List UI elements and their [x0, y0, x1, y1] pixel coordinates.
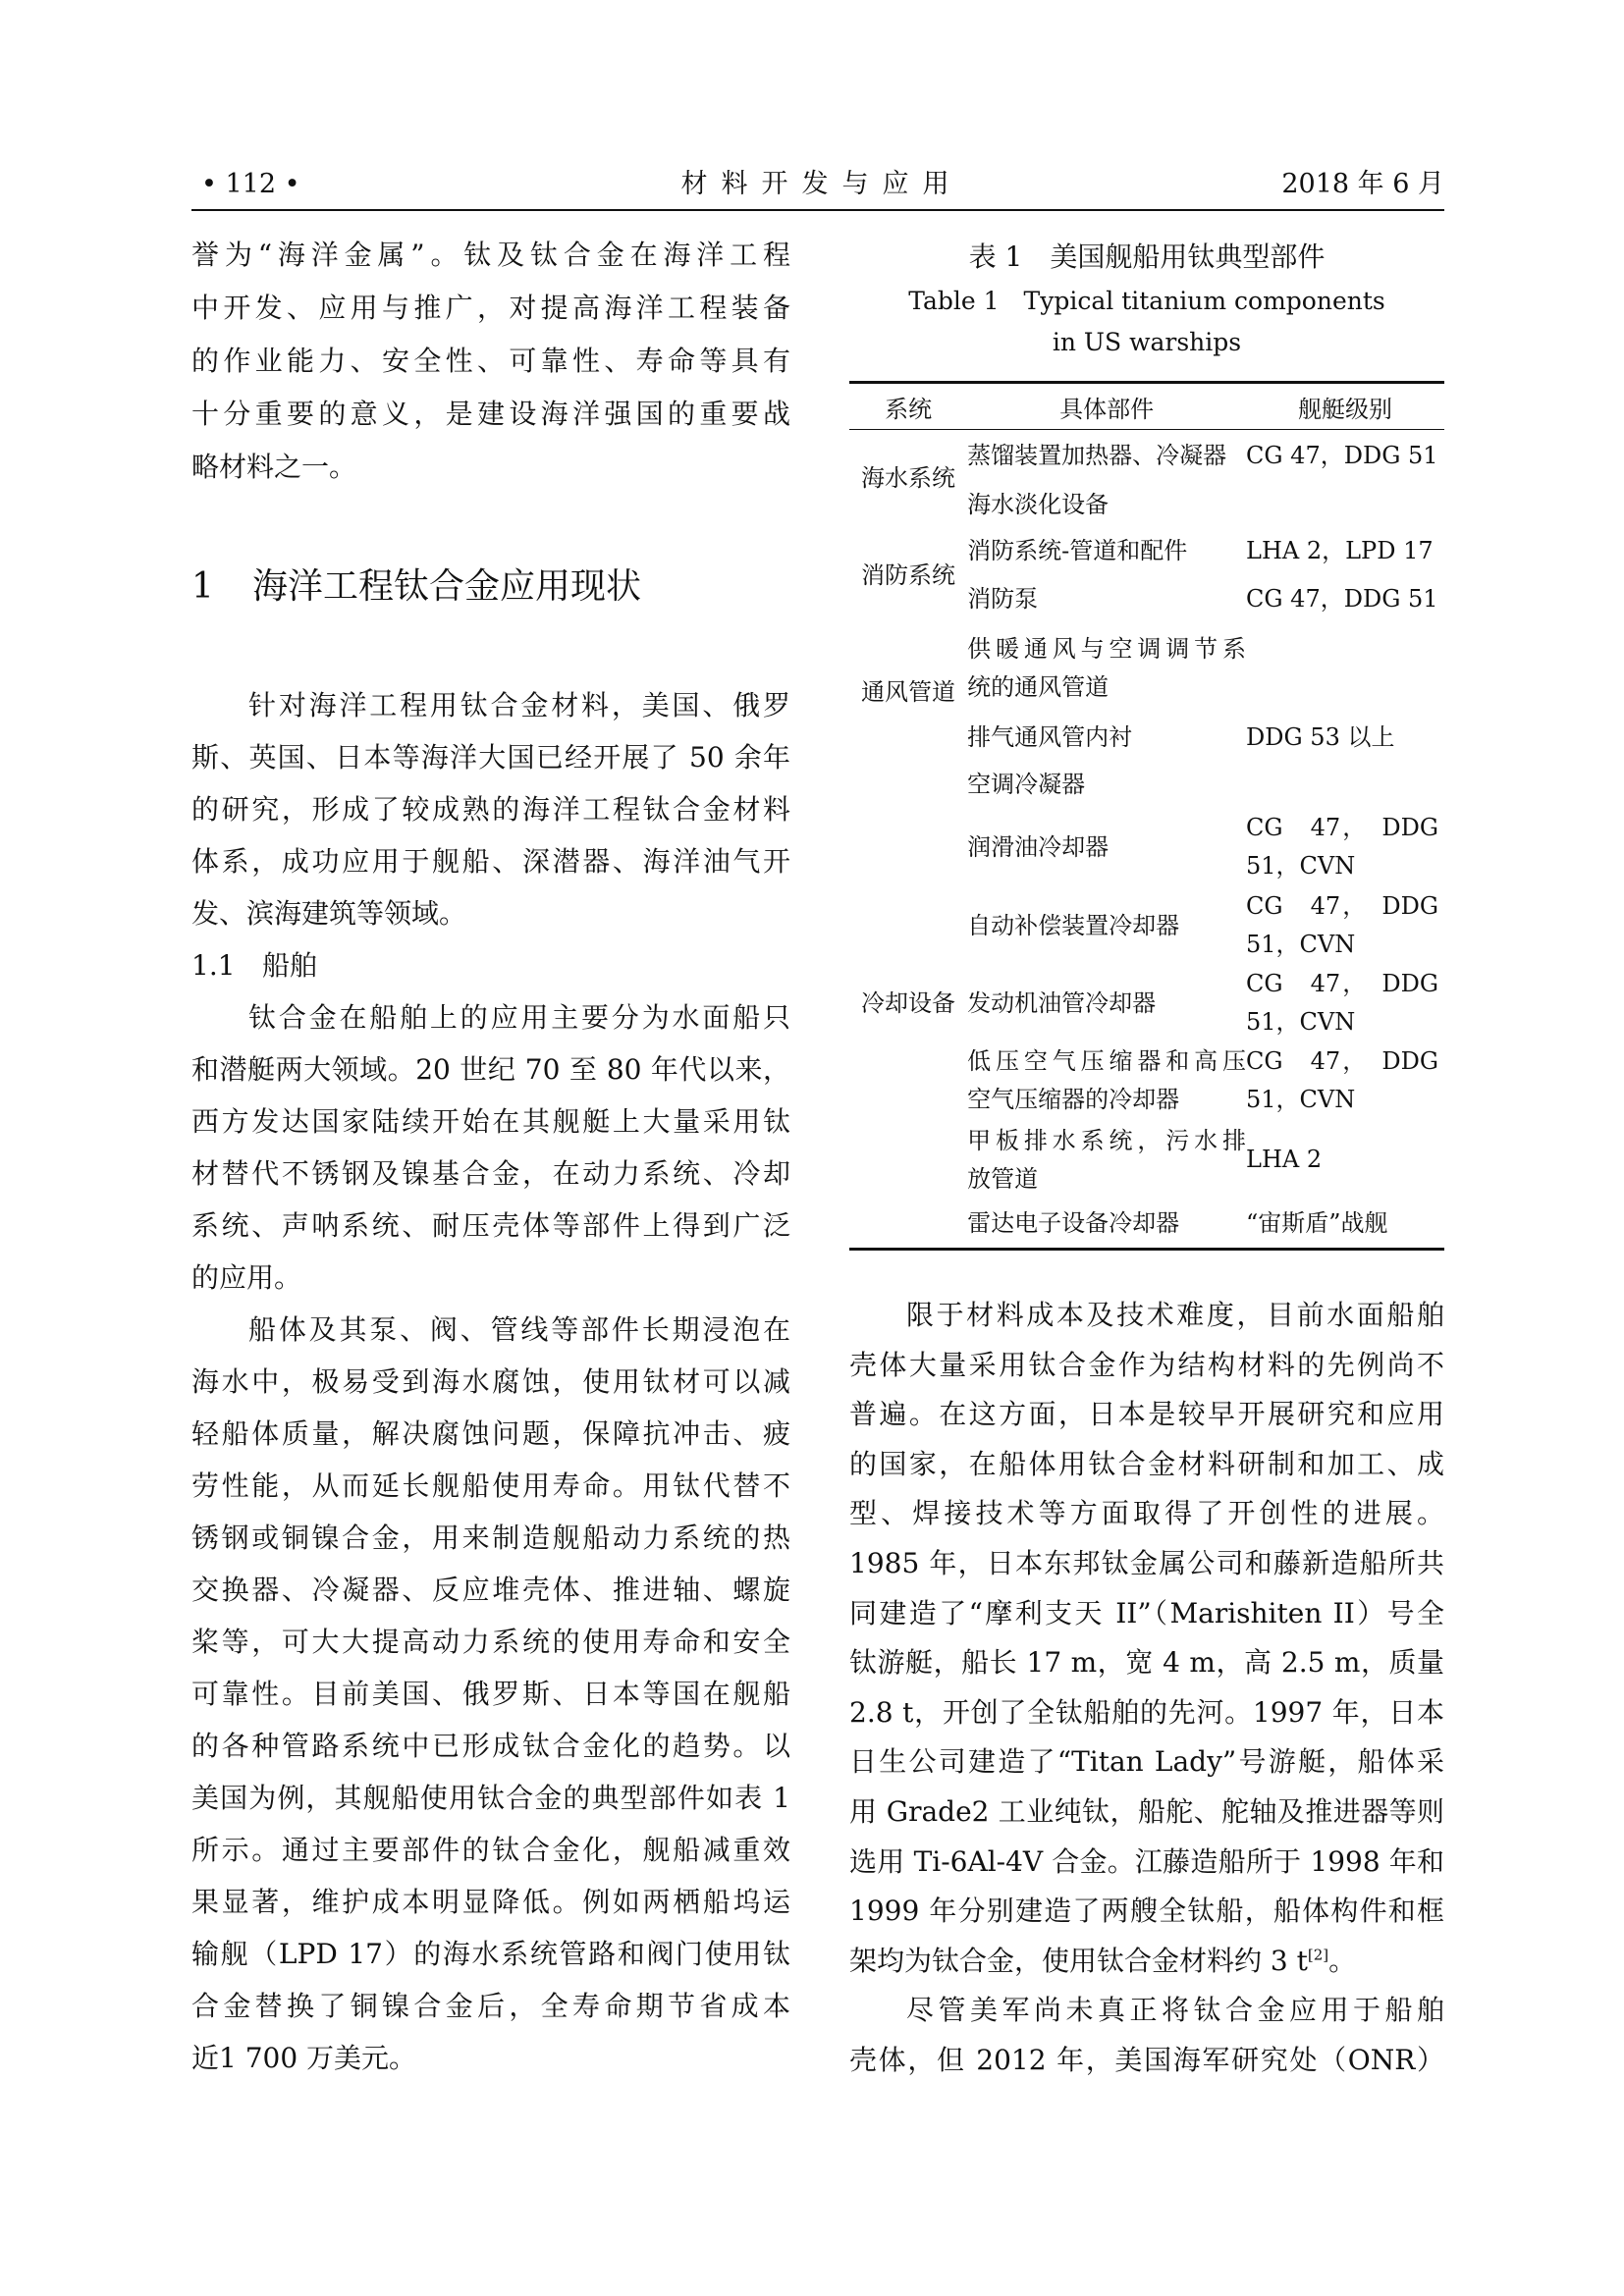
ship-class-cell: [1246, 714, 1444, 762]
system-cell: [849, 1201, 967, 1250]
text-line: 限于材料成本及技术难度，目前水面船舶: [906, 1299, 1444, 1331]
section-title: 海洋工程钛合金应用现状: [252, 566, 642, 607]
component-cell: [967, 575, 1246, 624]
component-line: 空气压缩器的冷却器: [967, 1086, 1180, 1113]
ship-class-line: 51，CVN: [1246, 1008, 1356, 1036]
ship-class-line: 51，CVN: [1246, 931, 1356, 958]
text-line: 1985 年，日本东邦钛金属公司和藤新造船所共: [849, 1546, 1444, 1579]
component-line: 空调冷凝器: [967, 770, 1086, 798]
ship-class-cell: [1246, 575, 1444, 624]
table-row: [849, 762, 1444, 808]
ship-class-cell: [1246, 1120, 1444, 1201]
table-row: [849, 430, 1444, 482]
component-cell: [967, 1120, 1246, 1201]
component-cell: [967, 1042, 1246, 1120]
component-line: 放管道: [967, 1164, 1039, 1193]
table-row: [849, 624, 1444, 714]
system-cell: 冷却设备: [861, 989, 955, 1017]
paragraph: [849, 1291, 1444, 1986]
component-line: 润滑油冷却器: [967, 832, 1110, 861]
text-line: 材替代不锈钢及镍基合金，在动力系统、冷却: [191, 1157, 790, 1190]
ship-class-line: LHA 2，LPD 17: [1246, 537, 1434, 564]
text-line: 海水中，极易受到海水腐蚀，使用钛材可以减: [191, 1365, 790, 1398]
ship-class-line: “宙斯盾”战舰: [1246, 1209, 1388, 1238]
ship-class-cell: [1246, 965, 1444, 1042]
ship-class-line: LHA 2: [1246, 1146, 1323, 1173]
text-line: 壳体，但 2012 年，美国海军研究处（ONR）: [849, 2043, 1444, 2076]
component-line: 消防系统-管道和配件: [967, 537, 1188, 564]
subsection-number: 1.1: [191, 949, 236, 982]
text-segment: 。: [1328, 1944, 1357, 1977]
text-line: 可靠性。目前美国、俄罗斯、日本等国在舰船: [191, 1678, 790, 1710]
text-line: [849, 1937, 1444, 1987]
component-cell: [967, 430, 1246, 482]
text-line: 用 Grade2 工业纯钛，船舵、舵轴及推进器等则: [849, 1794, 1444, 1828]
table-caption-en-cont: in US warships: [1052, 328, 1242, 356]
text-line: 合金替换了铜镍合金后，全寿命期节省成本: [191, 1990, 790, 2022]
ship-class-cell: [1246, 482, 1444, 528]
table-caption-en: Table 1 Typical titanium components: [908, 287, 1385, 315]
text-line: 的国家，在船体用钛合金材料研制和加工、成: [849, 1447, 1444, 1480]
component-cell: [967, 528, 1246, 575]
text-line: 的研究，形成了较成熟的海洋工程钛合金材料: [191, 793, 790, 826]
ship-class-line: CG 47， DDG: [1246, 892, 1438, 920]
citation-ref: [2]: [1307, 1946, 1329, 1964]
text-line: 和潜艇两大领域。20 世纪 70 至 80 年代以来，: [191, 1053, 790, 1086]
text-line: 发、滨海建筑等领域。: [191, 897, 467, 930]
text-line: 2.8 t，开创了全钛船舶的先河。1997 年，日本: [849, 1695, 1444, 1729]
titanium-components-table: [849, 381, 1444, 1251]
system-cell: 通风管道: [861, 678, 955, 706]
component-line: 海水淡化设备: [967, 490, 1110, 518]
ship-class-line: DDG 53 以上: [1246, 722, 1395, 751]
table-row: [849, 1201, 1444, 1250]
text-line: 系统、声呐系统、耐压壳体等部件上得到广泛: [191, 1209, 790, 1242]
text-line: 输舰（LPD 17）的海水系统管路和阀门使用钛: [191, 1938, 790, 1970]
text-line: 选用 Ti-6Al-4V 合金。江藤造船所于 1998 年和: [849, 1844, 1444, 1878]
ship-class-line: CG 47，DDG 51: [1246, 585, 1438, 613]
text-line: 普遍。在这方面，日本是较早开展研究和应用: [849, 1398, 1444, 1431]
left-column-body: [191, 679, 790, 2084]
text-line: 誉为“海洋金属”。钛及钛合金在海洋工程: [191, 239, 790, 271]
text-line: 果显著，维护成本明显降低。例如两栖船坞运: [191, 1886, 790, 1918]
text-line: 钛游艇，船长 17 m，宽 4 m，高 2.5 m，质量: [849, 1646, 1444, 1680]
text-line: 桨等，可大大提高动力系统的使用寿命和安全: [191, 1626, 790, 1658]
paragraph: [191, 991, 790, 1304]
text-line: 体系，成功应用于舰船、深潜器、海洋油气开: [191, 845, 790, 878]
ship-class-line: CG 47， DDG: [1246, 1047, 1438, 1075]
subsection-title: 船舶: [262, 949, 318, 982]
text-line: 船体及其泵、阀、管线等部件长期浸泡在: [248, 1313, 790, 1346]
intro-paragraph: [191, 229, 790, 494]
text-segment: 架均为钛合金，使用钛合金材料约 3 t: [849, 1944, 1308, 1977]
header-system: 系统: [885, 395, 933, 423]
paragraph: [849, 1986, 1444, 2085]
paragraph: [191, 679, 790, 939]
component-line: 排气通风管内衬: [967, 722, 1133, 751]
text-line: 同建造了“摩利支天 II”（Marishiten II）号全: [849, 1596, 1444, 1629]
section-heading: [191, 564, 641, 610]
text-line: 的作业能力、安全性、可靠性、寿命等具有: [191, 345, 790, 377]
ship-class-line: 51，CVN: [1246, 1086, 1356, 1113]
component-line: 消防泵: [967, 585, 1039, 613]
issue-date: 2018 年 6 月: [1281, 169, 1444, 199]
section-number: 1: [191, 566, 214, 607]
ship-class-line: CG 47， DDG: [1246, 814, 1438, 841]
component-line: 发动机油管冷却器: [967, 988, 1157, 1017]
text-line: 钛合金在船舶上的应用主要分为水面船只: [248, 1001, 790, 1034]
text-line: 中开发、应用与推广，对提高海洋工程装备: [191, 292, 790, 324]
text-line: 壳体大量采用钛合金作为结构材料的先例尚不: [849, 1348, 1444, 1381]
text-line: 西方发达国家陆续开始在其舰艇上大量采用钛: [191, 1105, 790, 1138]
text-line: 交换器、冷凝器、反应堆壳体、推进轴、螺旋: [191, 1574, 790, 1606]
ship-class-line: 51，CVN: [1246, 852, 1356, 880]
text-line: 1999 年分别建造了两艘全钛船，船体构件和框: [849, 1895, 1444, 1928]
ship-class-cell: [1246, 624, 1444, 714]
paragraph: [191, 1304, 790, 2084]
component-line: 统的通风管道: [967, 673, 1110, 701]
component-cell: [967, 482, 1246, 528]
component-cell: [967, 714, 1246, 762]
text-line: 的各种管路系统中已形成钛合金化的趋势。以: [191, 1730, 790, 1762]
component-line: 雷达电子设备冷却器: [967, 1209, 1180, 1238]
component-line: 自动补偿装置冷却器: [967, 911, 1180, 939]
page-number: • 112 •: [201, 169, 300, 199]
ship-class-line: CG 47，DDG 51: [1246, 441, 1438, 469]
header-class: 舰艇级别: [1298, 395, 1392, 423]
text-line: 尽管美军尚未真正将钛合金应用于船舶: [906, 1994, 1444, 2027]
ship-class-cell: [1246, 528, 1444, 575]
journal-title: 材料开发与应用: [680, 169, 963, 199]
table-row: [849, 528, 1444, 575]
ship-class-cell: [1246, 762, 1444, 808]
text-line: 的应用。: [191, 1261, 302, 1294]
text-line: 略材料之一。: [191, 451, 357, 483]
component-line: 甲板排水系统，污水排: [967, 1126, 1247, 1154]
component-cell: [967, 808, 1246, 887]
component-cell: [967, 887, 1246, 965]
ship-class-cell: [1246, 808, 1444, 887]
text-line: 劳性能，从而延长舰船使用寿命。用钛代替不: [191, 1469, 790, 1502]
table-caption-zh: 表 1 美国舰船用钛典型部件: [968, 240, 1326, 273]
component-line: 低压空气压缩器和高压: [967, 1047, 1247, 1075]
header-rule: [191, 209, 1444, 211]
component-cell: [967, 1201, 1246, 1250]
system-cell: 海水系统: [861, 464, 955, 493]
header-part: 具体部件: [1059, 395, 1155, 423]
table-row: [849, 808, 1444, 887]
system-cell: 消防系统: [861, 561, 955, 589]
component-cell: [967, 762, 1246, 808]
text-line: 所示。通过主要部件的钛合金化，舰船减重效: [191, 1834, 790, 1866]
ship-class-cell: [1246, 887, 1444, 965]
text-line: 型、焊接技术等方面取得了开创性的进展。: [849, 1497, 1444, 1530]
text-line: 锈钢或铜镍合金，用来制造舰船动力系统的热: [191, 1522, 790, 1554]
text-line: 针对海洋工程用钛合金材料，美国、俄罗: [248, 689, 790, 721]
ship-class-cell: [1246, 430, 1444, 482]
text-line: 十分重要的意义，是建设海洋强国的重要战: [191, 398, 790, 430]
subsection-heading: [191, 939, 790, 991]
component-line: 蒸馏装置加热器、冷凝器: [967, 441, 1227, 469]
component-cell: [967, 965, 1246, 1042]
ship-class-cell: [1246, 1042, 1444, 1120]
system-cell: [849, 762, 967, 808]
table-header-row: [849, 383, 1444, 430]
text-line: 轻船体质量，解决腐蚀问题，保障抗冲击、疲: [191, 1417, 790, 1450]
ship-class-line: CG 47， DDG: [1246, 970, 1438, 997]
text-line: 美国为例，其舰船使用钛合金的典型部件如表 1: [191, 1782, 790, 1814]
component-cell: [967, 624, 1246, 714]
text-line: 日生公司建造了“Titan Lady”号游艇，船体采: [849, 1745, 1444, 1779]
component-line: 供暖通风与空调调节系: [967, 635, 1247, 663]
ship-class-cell: [1246, 1201, 1444, 1250]
text-line: 近1 700 万美元。: [191, 2042, 417, 2074]
text-line: 斯、英国、日本等海洋大国已经开展了 50 余年: [191, 741, 790, 774]
right-column-body: [849, 1291, 1444, 2086]
